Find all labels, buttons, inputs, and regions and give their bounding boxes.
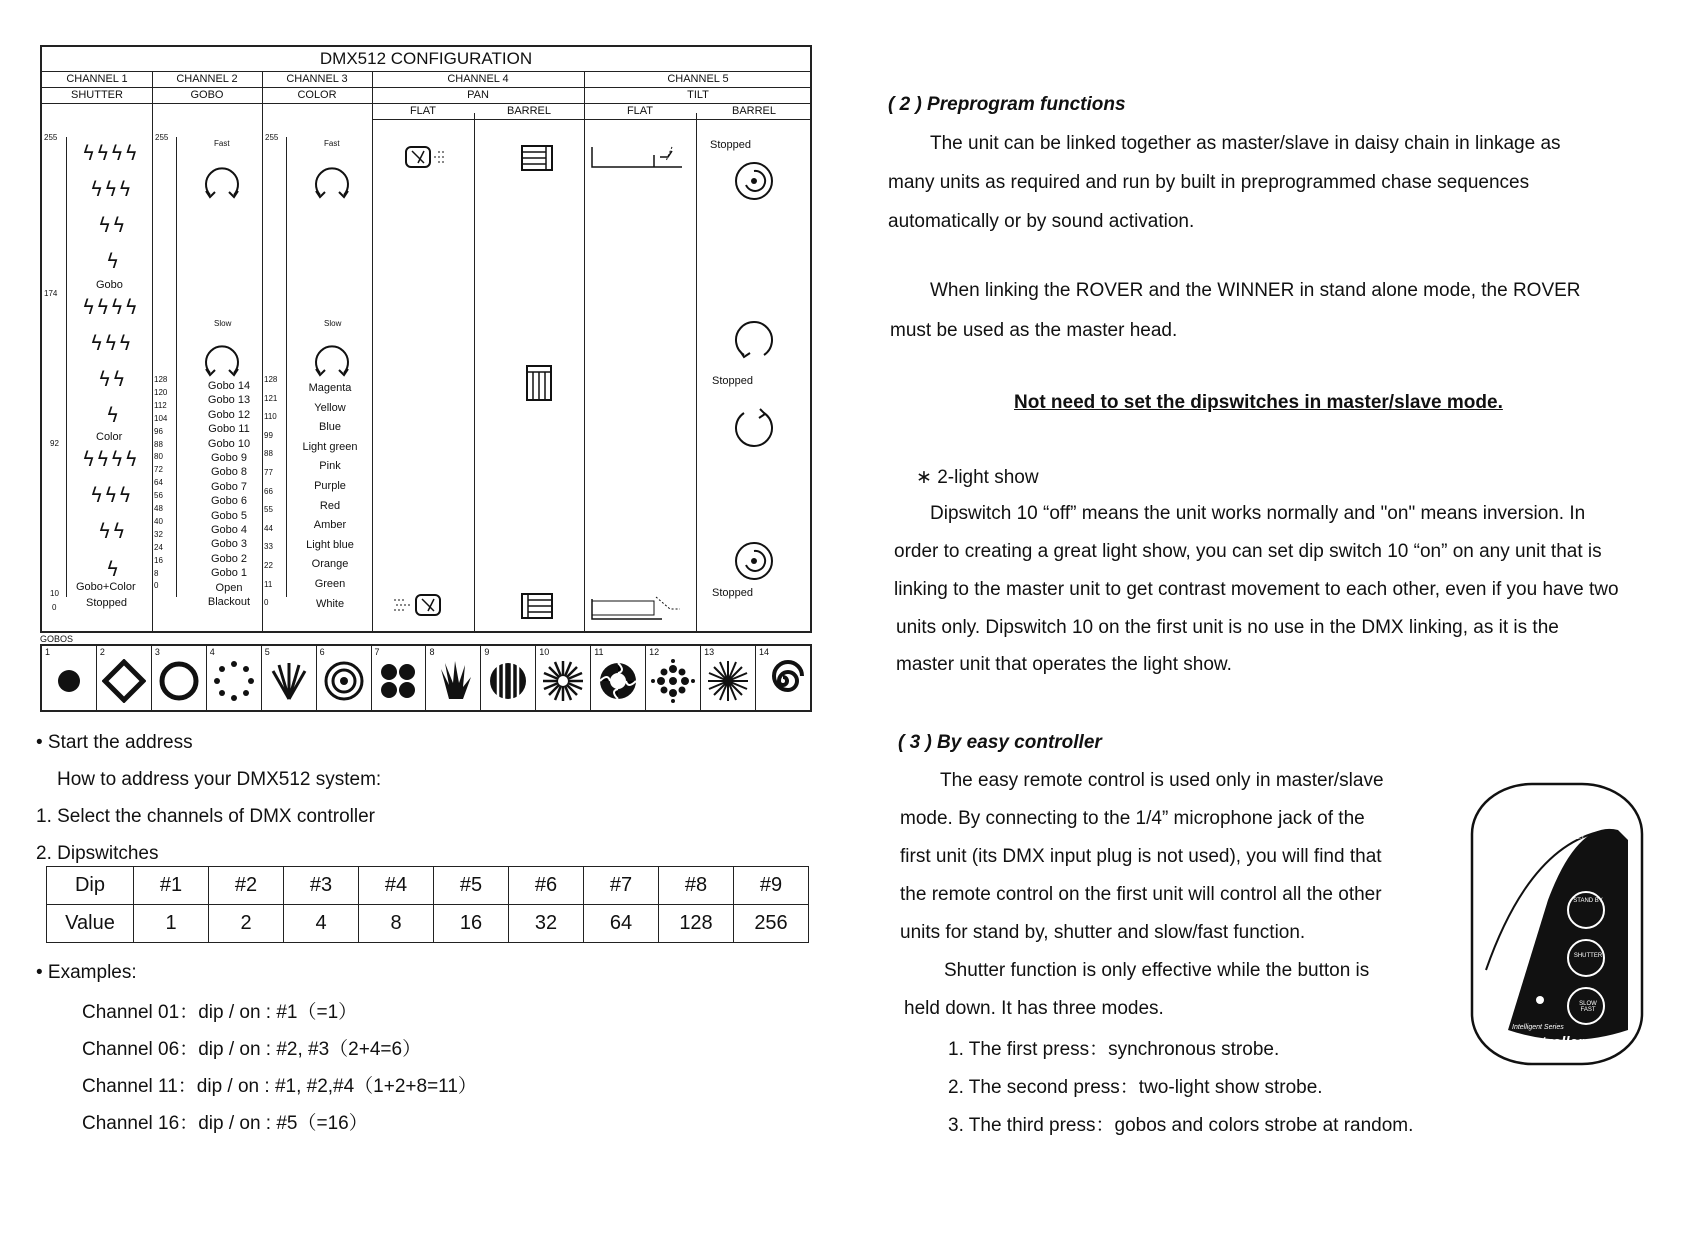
dip-value-cell: 128 [659, 905, 734, 943]
ch3-value: 99 [264, 430, 273, 440]
ch1-scale-255: 255 [44, 133, 58, 142]
examples-heading: • Examples: [36, 962, 137, 983]
p6-line-2: held down. It has three modes. [904, 998, 1164, 1019]
ch3-color-label: Light blue [306, 538, 354, 551]
dip-value-cell: 8 [359, 905, 434, 943]
example-channel-16: Channel 16：dip / on : #5（=16） [82, 1113, 368, 1134]
ch2-value: 104 [154, 413, 168, 423]
ch1-label-gobo: Gobo [96, 279, 123, 291]
ch2-gobo-label: Gobo 8 [210, 466, 248, 479]
p5-line-2: mode. By connecting to the 1/4” microphone jack of the [900, 808, 1365, 829]
mode-3: 3. The third press：gobos and colors strobe at random. [948, 1115, 1414, 1136]
gobo-cell: 6 [317, 646, 372, 710]
ch2-scale-255: 255 [155, 133, 169, 142]
dipswitch-note: Not need to set the dipswitches in master/slave mode. [1014, 392, 1503, 413]
dip-header-cell: #7 [584, 867, 659, 905]
ch3-value: 66 [264, 486, 273, 496]
gobo-four-dots-icon [376, 659, 420, 703]
strobe-icon: ϟϟϟ [90, 483, 133, 507]
p4-line-4: units only. Dipswitch 10 on the first unit is no use in the DMX linking, as it is the [896, 617, 1559, 638]
ch2-gobo-label: Gobo 6 [210, 495, 248, 508]
controller-stand-by-button: STAND BY [1573, 898, 1603, 904]
strobe-icon: ϟϟϟϟ [82, 295, 139, 319]
gobo-cell: 14 [756, 646, 810, 710]
p6-line-1: Shutter function is only effective while the button is [944, 960, 1370, 981]
ch3-value: 88 [264, 449, 273, 459]
ch3-value: 77 [264, 468, 273, 477]
rotate-slow-icon [200, 337, 244, 381]
ch2-value: 8 [154, 568, 159, 578]
tilt-flat-icon [590, 143, 690, 173]
dip-header-cell: #5 [434, 867, 509, 905]
step-2: 2. Dipswitches [36, 843, 159, 864]
ch1-scale-10: 10 [50, 589, 59, 598]
ch2-value: 128 [154, 375, 168, 384]
strobe-icon: ϟϟϟ [90, 331, 133, 355]
ch1-label-stopped: Stopped [86, 597, 127, 609]
ch2-gobo-label: Gobo 14 [207, 380, 251, 392]
gobo-cell: 4 [207, 646, 262, 710]
p4-line-2: order to creating a great light show, you can set dip switch 10 “on” on any unit that is [894, 541, 1602, 562]
dip-value-cell: 64 [584, 905, 659, 943]
gobo-spiral-icon [761, 659, 805, 703]
gobo-spikes-icon [706, 659, 750, 703]
ch3-color-label: Amber [313, 519, 347, 532]
ch3-color-label: Green [314, 578, 346, 590]
channel-3-header: CHANNEL 3 [262, 71, 372, 88]
step-1: 1. Select the channels of DMX controller [36, 806, 376, 827]
ch2-gobo-label: Gobo 5 [210, 509, 248, 522]
ch3-color-label: Magenta [308, 382, 352, 394]
p5-line-1: The easy remote control is used only in master/slave [940, 770, 1384, 791]
strobe-icon: ϟϟ [98, 213, 127, 237]
channel-4-barrel: BARREL [474, 103, 584, 120]
ch2-value: 0 [154, 581, 159, 591]
example-channel-06: Channel 06：dip / on : #2, #3（2+4=6） [82, 1039, 422, 1060]
ch3-color-label: Light green [302, 440, 358, 453]
strobe-icon: ϟ [106, 557, 121, 581]
dip-value-cell: 4 [284, 905, 359, 943]
mode-2: 2. The second press：two-light show strobe. [948, 1077, 1323, 1098]
dip-value-row [47, 905, 809, 943]
ch3-color-label: Red [319, 499, 341, 512]
controller-series: Intelligent Series [1512, 1024, 1564, 1031]
p3-line-1: When linking the ROVER and the WINNER in stand alone mode, the ROVER [930, 280, 1581, 301]
ch2-gobo-label: Gobo 3 [210, 538, 248, 551]
dip-header-row [47, 867, 809, 905]
dip-value-cell: Value [47, 905, 134, 943]
how-to-address: How to address your DMX512 system: [57, 769, 382, 790]
ch3-value: 110 [264, 412, 277, 422]
ch3-scale-255: 255 [265, 133, 279, 142]
ch2-value: 80 [154, 452, 163, 462]
ch3-value: 0 [264, 598, 269, 608]
channel-5-flat: FLAT [584, 103, 696, 120]
gobo-cell: 13 [701, 646, 756, 710]
gobo-diamond-icon [102, 659, 146, 703]
ch2-gobo-label: Gobo 13 [207, 394, 251, 407]
gobo-cell: 9 [481, 646, 536, 710]
gobo-cell: 11 [591, 646, 646, 710]
ch2-gobo-label: Gobo 7 [210, 480, 248, 493]
example-channel-11: Channel 11：dip / on : #1, #2,#4（1+2+8=11） [82, 1076, 477, 1097]
gobo-ring-icon [157, 659, 201, 703]
rotate-open-icon [730, 405, 780, 451]
ch1-scale-92: 92 [50, 439, 59, 448]
ch1-label-gobo-color: Gobo+Color [76, 581, 136, 593]
example-channel-01: Channel 01：dip / on : #1（=1） [82, 1002, 358, 1023]
ch3-color-label: Pink [319, 460, 341, 473]
gobo-swirl-icon [596, 659, 640, 703]
dip-header-cell: Dip [47, 867, 134, 905]
ch2-gobo-label: Gobo 10 [207, 437, 251, 450]
ch2-gobo-label: Blackout [207, 596, 251, 608]
ch2-value: 16 [154, 555, 163, 565]
ch1-scale-174: 174 [44, 289, 58, 298]
ch2-value: 40 [154, 516, 163, 526]
gobo-target-icon [322, 659, 366, 703]
dip-value-cell: 256 [734, 905, 809, 943]
p2-line-2: many units as required and run by built in preprogrammed chase sequences [888, 172, 1530, 193]
ch2-value: 120 [154, 387, 168, 397]
ch3-color-label: Yellow [314, 401, 346, 414]
ch2-value: 32 [154, 529, 163, 539]
ch2-value: 24 [154, 542, 163, 552]
dip-header-cell: #9 [734, 867, 809, 905]
ch5-barrel-stopped-top: Stopped [710, 139, 751, 151]
gobo-dot-icon [54, 666, 84, 696]
p5-line-4: the remote control on the first unit will control all the other [900, 884, 1382, 905]
channel-4-function: PAN [372, 87, 584, 104]
gobo-cell: 12 [646, 646, 701, 710]
ch2-gobo-label: Open [215, 581, 243, 594]
gobo-cell: 1 [42, 646, 97, 710]
channel-3-function: COLOR [262, 87, 372, 104]
ch2-gobo-label: Gobo 2 [210, 552, 248, 565]
ch3-color-label: White [315, 597, 345, 610]
gobo-cell: 3 [152, 646, 207, 710]
ch3-value: 44 [264, 523, 273, 533]
gobo-cell: 2 [97, 646, 152, 710]
section-3-heading: ( 3 ) By easy controller [898, 732, 1102, 753]
p5-line-5: units for stand by, shutter and slow/fast function. [900, 922, 1306, 943]
ch2-gobo-label: Gobo 9 [210, 452, 248, 464]
ch2-slow: Slow [214, 319, 232, 328]
strobe-icon: ϟ [106, 403, 121, 427]
gobos-label: GOBOS [40, 634, 74, 644]
rotate-fast-icon [200, 159, 244, 203]
dip-header-cell: #2 [209, 867, 284, 905]
dmx-configuration-table [40, 45, 812, 633]
gobo-dot-cluster-icon [651, 659, 695, 703]
dip-header-cell: #1 [134, 867, 209, 905]
mode-1: 1. The first press：synchronous strobe. [948, 1039, 1280, 1060]
strobe-icon: ϟϟ [98, 367, 127, 391]
ch2-value: 48 [154, 504, 163, 513]
pan-barrel-icon [518, 143, 558, 173]
channel-5-header: CHANNEL 5 [584, 71, 812, 88]
dip-header-cell: #6 [509, 867, 584, 905]
rotate-open-icon [730, 315, 780, 361]
controller-name: Controller [1512, 1034, 1584, 1051]
ch2-value: 72 [154, 465, 163, 475]
strobe-icon: ϟϟϟϟ [82, 447, 139, 471]
ch3-value: 128 [264, 375, 278, 384]
ch2-gobo-label: Gobo 4 [210, 524, 248, 536]
p3-line-2: must be used as the master head. [890, 320, 1178, 341]
ch2-value: 64 [154, 478, 163, 488]
section-2-heading: ( 2 ) Preprogram functions [888, 94, 1126, 115]
strobe-icon: ϟ [106, 249, 121, 273]
gobo-cell: 7 [372, 646, 427, 710]
ch3-value: 121 [264, 393, 278, 403]
pan-flat-icon [404, 143, 464, 171]
p2-line-3: automatically or by sound activation. [888, 211, 1195, 232]
ch3-value: 55 [264, 505, 273, 515]
p4-line-1: Dipswitch 10 “off” means the unit works normally and "on" means inversion. In [930, 503, 1586, 524]
pan-barrel-vertical-icon [524, 363, 554, 403]
dmx-title: DMX512 CONFIGURATION [42, 47, 810, 72]
strobe-icon: ϟϟϟϟ [82, 141, 139, 165]
p5-line-3: first unit (its DMX input plug is not used), you will find that [900, 846, 1382, 867]
p4-line-3: linking to the master unit to get contrast movement to each other, even if you have two [894, 579, 1619, 600]
ch5-barrel-stopped-mid: Stopped [712, 375, 753, 387]
ch2-fast: Fast [214, 139, 230, 148]
dip-header-cell: #4 [359, 867, 434, 905]
pan-barrel-icon [518, 591, 558, 621]
ch2-gobo-label: Gobo 12 [207, 408, 251, 421]
gobo-starburst-icon [541, 659, 585, 703]
channel-5-barrel: BARREL [696, 103, 812, 120]
ch3-color-label: Purple [314, 480, 346, 492]
channel-2-function: GOBO [152, 87, 262, 104]
rotate-slow-icon [310, 337, 354, 381]
ch2-value: 56 [154, 491, 163, 501]
dip-value-cell: 1 [134, 905, 209, 943]
channel-2-header: CHANNEL 2 [152, 71, 262, 88]
ch2-gobo-label: Gobo 11 [208, 423, 250, 436]
p4-line-5: master unit that operates the light show. [896, 654, 1232, 675]
ch3-slow: Slow [324, 319, 342, 328]
controller-shutter-button: SHUTTER [1573, 953, 1603, 959]
spiral-rotate-icon [730, 537, 780, 583]
controller-logo: C.L.I [1569, 834, 1584, 841]
ch3-color-label: Blue [318, 421, 342, 434]
ch3-value: 22 [264, 561, 273, 570]
ch1-label-color: Color [96, 431, 123, 443]
ch1-scale-0: 0 [52, 603, 57, 612]
channel-1-header: CHANNEL 1 [42, 71, 152, 88]
ch2-value: 96 [154, 426, 163, 436]
strobe-icon: ϟϟϟ [90, 177, 133, 201]
dip-value-cell: 2 [209, 905, 284, 943]
start-address: • Start the address [36, 732, 193, 753]
dipswitch-table [46, 866, 809, 943]
dip-header-cell: #3 [284, 867, 359, 905]
ch2-value: 88 [154, 439, 163, 449]
gobo-dot-ring-icon [212, 659, 256, 703]
tilt-flat-icon [590, 595, 690, 625]
strobe-icon: ϟϟ [98, 519, 127, 543]
ch3-fast: Fast [324, 139, 340, 148]
ch2-value: 112 [154, 400, 167, 410]
gobo-fan-icon [267, 659, 311, 703]
spiral-rotate-icon [730, 157, 780, 203]
gobo-hand-icon [431, 659, 475, 703]
gobo-cell: 5 [262, 646, 317, 710]
channel-4-header: CHANNEL 4 [372, 71, 584, 88]
channel-4-flat: FLAT [372, 103, 474, 120]
two-light-show-bullet: ∗ 2-light show [916, 467, 1039, 488]
ch5-barrel-stopped-bottom: Stopped [712, 587, 753, 599]
dip-header-cell: #8 [659, 867, 734, 905]
channel-1-function: SHUTTER [42, 87, 152, 104]
channel-5-function: TILT [584, 87, 812, 104]
gobo-stripes-icon [486, 659, 530, 703]
gobo-strip [40, 644, 812, 712]
dip-value-cell: 16 [434, 905, 509, 943]
ch3-value: 11 [264, 579, 273, 589]
p2-line-1: The unit can be linked together as master/slave in daisy chain in linkage as [930, 133, 1561, 154]
gobo-cell: 10 [536, 646, 591, 710]
ch3-value: 33 [264, 542, 273, 552]
ch2-gobo-label: Gobo 1 [210, 567, 248, 580]
gobo-cell: 8 [426, 646, 481, 710]
ch3-color-label: Orange [311, 558, 349, 571]
dip-value-cell: 32 [509, 905, 584, 943]
controller-slow-fast-button: SLOW FAST [1579, 1001, 1597, 1013]
rotate-fast-icon [310, 159, 354, 203]
pan-flat-icon [392, 591, 452, 619]
